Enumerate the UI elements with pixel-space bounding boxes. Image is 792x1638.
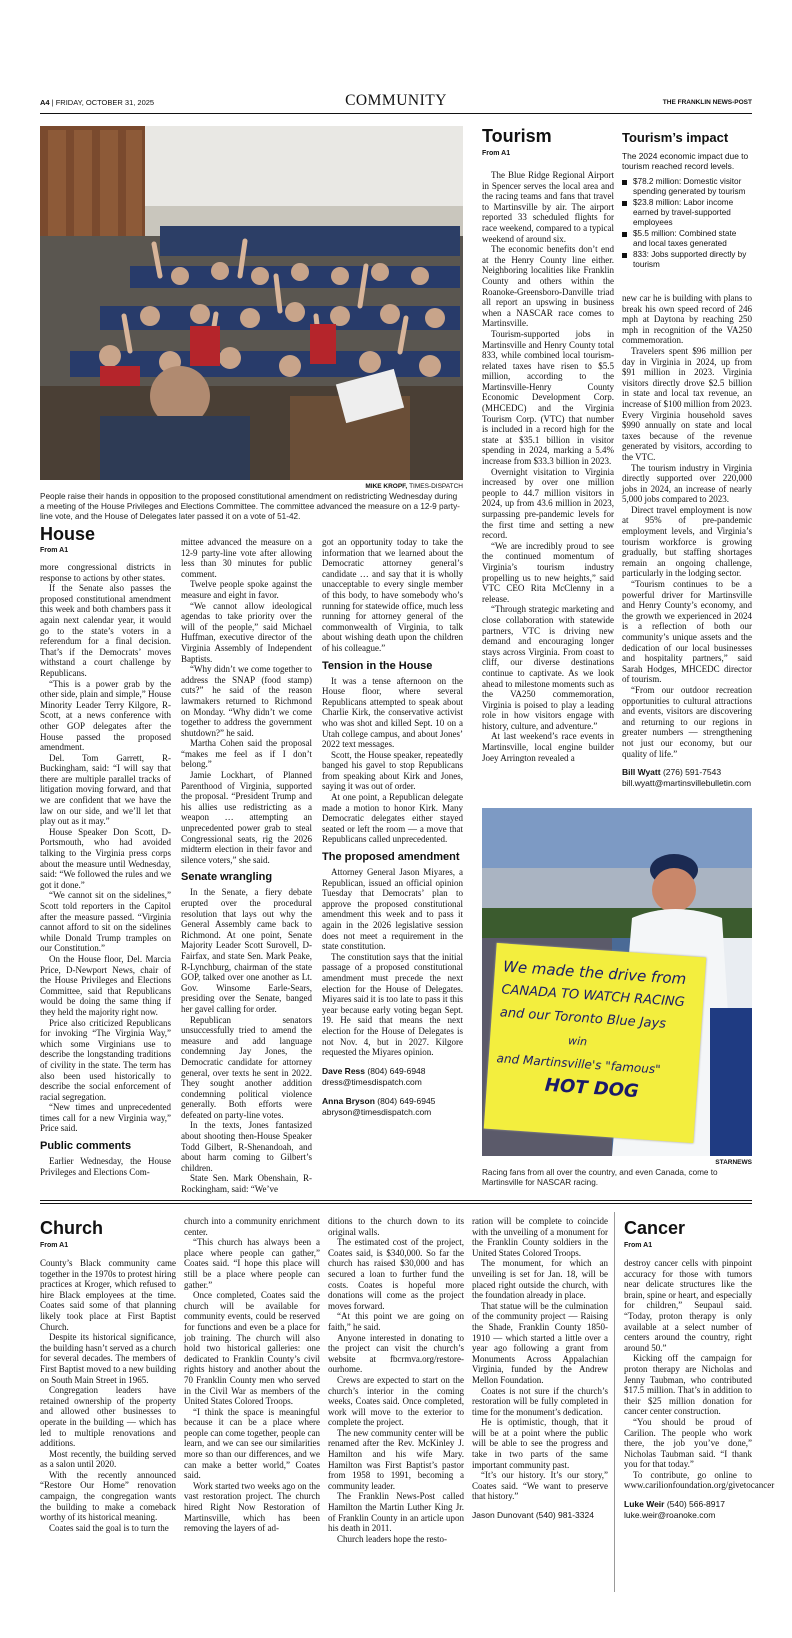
racing-fan-photo bbox=[482, 808, 752, 1156]
photo1-credit-name: MIKE KROPF, bbox=[365, 483, 408, 490]
church-paragraph: church into a community enrichment center. bbox=[184, 1216, 320, 1237]
house-paragraph: If the Senate also passes the proposed constitutional amendment this week and both chambers pass it again next calendar year, it would go to the state’s voters in a referendum for a final decision. That’s if the Democrats’ moves withstand a court challenge by Republicans. bbox=[40, 583, 171, 678]
tourism-impact-title: Tourism’s impact bbox=[622, 130, 729, 145]
tourism-impact-item: $78.2 million: Domestic visitor spending generated by tourism bbox=[622, 177, 752, 197]
house-paragraph: Twelve people spoke against the measure and eight in favor. bbox=[181, 579, 312, 600]
tourism-column-2 bbox=[622, 293, 752, 790]
author-email[interactable]: dress@timesdispatch.com bbox=[322, 1076, 422, 1087]
tourism-impact-item: $5.5 million: Combined state and local taxes generated bbox=[622, 229, 752, 249]
church-paragraph: ditions to the church down to its original walls. bbox=[328, 1216, 464, 1237]
house-paragraph: Scott, the House speaker, repeatedly banged his gavel to stop Republicans from speaking about Kirk and Jones, saying it was out of order. bbox=[322, 749, 463, 792]
author-phone: (540) 566-8917 bbox=[666, 1499, 725, 1510]
author-phone: (804) 649-6948 bbox=[367, 1065, 426, 1076]
sign-line: win bbox=[567, 1034, 588, 1049]
photo1-credit-org: TIMES-DISPATCH bbox=[409, 483, 463, 490]
house-paragraph: got an opportunity today to take the information that we learned about the Democratic attorney general’s candidate … and say that it is wholly unacceptable to every single member of this body, to have somebody who’s running for statewide office, much less running for attorney general of the commonwealth of Virginia, to talk about wishing death upon the children of his colleague.” bbox=[322, 537, 463, 653]
tourism-headline: Tourism bbox=[482, 126, 552, 146]
house-paragraph: Republican senators unsuccessfully tried to amend the measure and add language condemning Jay Jones, the Democratic candidate for attorney general, over texts he sent in 2022. They sought another addition condemning political violence generally. Both efforts were defeated on party-line votes. bbox=[181, 1014, 312, 1120]
church-paragraph: The monument, for which an unveiling is set for Jan. 18, will be placed right outside the church, with the foundation already in place. bbox=[472, 1258, 608, 1301]
house-paragraph: On the House floor, Del. Marcia Price, D-Newport News, chair of the House Privileges and Elections Committee, said that Republicans would be doing the same thing if they held the majority right now. bbox=[40, 953, 171, 1017]
page-folio: A4 | FRIDAY, OCTOBER 31, 2025 bbox=[40, 98, 155, 107]
sign-text bbox=[485, 943, 706, 1119]
sign-line: CANADA TO WATCH RACING bbox=[500, 982, 686, 1011]
church-column-2 bbox=[184, 1216, 320, 1598]
author-name: Bill Wyatt bbox=[622, 767, 661, 778]
church-column-3 bbox=[328, 1216, 464, 1598]
tourism-paragraph: “Tourism continues to be a powerful driver for Martinsville and Henry County’s economy, and the growth we experienced in 2024 is a reflection of both our community’s unique assets and the dedication of our local businesses and hospitality partners,” said Sarah Hodges, MHCEDC director of tourism. bbox=[622, 579, 752, 685]
author-name: Dave Ress bbox=[322, 1065, 366, 1076]
house-paragraph: Jamie Lockhart, of Planned Parenthood of Virginia, supported the proposal. “President Trump and his allies use redistricting as a weapon … attempting an unprecedented power grab to steal Congressional seats, rig the 2026 midterm election in their favor and silence voters,” she said. bbox=[181, 770, 312, 865]
photo2-caption: Racing fans from all over the country, and even Canada, come to Martinsville for NASCAR racing. bbox=[482, 1168, 718, 1187]
page-number: A4 bbox=[40, 98, 50, 107]
tourism-paragraph: At last weekend’s race events in Martinsville, local engine builder Joey Arrington revealed a bbox=[482, 731, 614, 763]
house-paragraph: House Speaker Don Scott, D-Portsmouth, who had avoided talking to the Virginia press corps about the measure until Wednesday, said: “We followed the rules and we got it done.” bbox=[40, 826, 171, 890]
photo1-caption: People raise their hands in opposition to the proposed constitutional amendment on redistricting Wednesday during a meeting of the House Privileges and Elections Committee. The committee advanced the measure on a 12-9 party-line vote, and the House of Delegates later passed it on a vote of 51-42. bbox=[40, 492, 460, 521]
house-paragraph: more congressional districts in response to actions by other states. bbox=[40, 562, 171, 583]
house-paragraph: The constitution says that the initial passage of a proposed constitutional amendment must precede the next election for the House of Delegates. Miyares said it is too late to pass it this year because early voting began Sept. 19. He said that means the next election for the House of Delegates is not Nov. 4, but in 2027. Kilgore requested the Miyares opinion. bbox=[322, 951, 463, 1058]
house-signature-2 bbox=[322, 1096, 463, 1118]
cancer-jump: From A1 bbox=[624, 1242, 653, 1249]
house-paragraph: State Sen. Mark Obenshain, R-Rockingham, said: “We’ve bbox=[181, 1173, 312, 1195]
house-paragraph: Earlier Wednesday, the House Privileges and Elections Com- bbox=[40, 1156, 171, 1177]
house-paragraph: “Why didn’t we come together to address the SNAP (food stamp) cuts?” he said of the reason lawmakers returned to Richmond on Monday. “Why didn’t we come together to address the government shutdown?” he said. bbox=[181, 664, 312, 738]
tourism-paragraph: “We are incredibly proud to see the continued momentum of Virginia’s tourism industry propelling us to new heights,” said VTC CEO Rita McClenny in a release. bbox=[482, 540, 614, 604]
tourism-paragraph: “From our outdoor recreation opportunities to cultural attractions and events, visitors are discovering and returning to our regions in greater numbers — strengthening not just our economy, but our quality of life.” bbox=[622, 684, 752, 759]
sign-line: and our Toronto Blue Jays bbox=[499, 1005, 667, 1032]
tourism-column-1 bbox=[482, 170, 614, 790]
house-paragraph: “This is a power grab by the other side, plain and simple,” House Minority Leader Terry Kilgore, R-Scott, at a news conference with other GOP delegates after the House passed the proposed amendment. bbox=[40, 678, 171, 753]
author-email[interactable]: luke.weir@roanoke.com bbox=[624, 1510, 716, 1521]
church-paragraph: “I think the space is meaningful because it can be a place where people can come together, people can learn, and we can see our similarities more so than our differences, and we can make a better world,” Coates said. bbox=[184, 1406, 320, 1481]
tourism-impact-item: 833: Jobs supported directly by tourism bbox=[622, 250, 752, 270]
church-paragraph: The new community center will be renamed after the Rev. McKinley J. Hamilton and his wife Mary. Hamilton was First Baptist’s pastor from 1958 to 1991, becoming a community leader. bbox=[328, 1427, 464, 1491]
tourism-paragraph: Direct travel employment is now at 95% of pre-pandemic employment levels, and Virginia’s tourism workforce is growing gradually, but staffing shortages remain an ongoing challenge, particularly in the lodging sector. bbox=[622, 504, 752, 579]
church-paragraph: Once completed, Coates said the church will be available for community events, could be reserved for functions and even be a place for job training. The church will also hold two historical galleries: one dedicated to Franklin County’s civil rights history and another about the 70 Franklin County men who served in the Civil War as members of the United States Colored Troops. bbox=[184, 1290, 320, 1407]
church-paragraph: The estimated cost of the project, Coates said, is $340,000. So far the church has raised $30,000 and has secured a loan to further fund the costs. Coates is hopeful more donations will come as the project moves forward. bbox=[328, 1237, 464, 1311]
house-paragraph: Del. Tom Garrett, R-Buckingham, said: “I will say that there are multiple parallel tracks of litigation moving forward, and that we are confident that we have the law on our side, and we’ll let that play out as it may.” bbox=[40, 752, 171, 827]
church-paragraph: County’s Black community came together in the 1970s to protest hiring practices at Kroger, which refused to hire Black employees at the time. Coates said some of that planning likely took place at First Baptist Church. bbox=[40, 1258, 176, 1332]
church-jump: From A1 bbox=[40, 1242, 69, 1249]
author-phone: (540) 981-3324 bbox=[535, 1510, 594, 1521]
house-paragraph: In the texts, Jones fantasized about shooting then-House Speaker Todd Gilbert, R-Shenandoah, and about harm coming to Gilbert’s children. bbox=[181, 1120, 312, 1173]
tourism-paragraph: The Blue Ridge Regional Airport in Spencer serves the local area and the racing teams and fans that travel to Martinsville by air. The airport reported 33 scheduled flights for race weekend, compared to a typical weekend of around six. bbox=[482, 170, 614, 244]
cancer-paragraph: destroy cancer cells with pinpoint accuracy for those with tumors near delicate structures like the brain, spine or heart, and especially for children,” Seupaul said. “Today, proton therapy is only available at a select number of centers around the country, right around 50.” bbox=[624, 1258, 752, 1353]
church-paragraph: He is optimistic, though, that it will be at a point where the public will be able to see the progress and take in two parts of the same important community past. bbox=[472, 1417, 608, 1470]
house-paragraph: “We cannot allow ideological agendas to take priority over the will of the people,” said Michael Huffman, executive director of the Virginia Assembly of Independent Baptists. bbox=[181, 600, 312, 664]
house-paragraph: “New times and unprecedented times call for a new Virginia way,” Price said. bbox=[40, 1102, 171, 1134]
tourism-paragraph: The tourism industry in Virginia directly supported over 220,000 jobs in 2024, an increase of nearly 5,000 jobs compared to 2023. bbox=[622, 462, 752, 505]
church-paragraph: Anyone interested in donating to the project can visit the church’s website at fbcrmva.org/restore-ourhome. bbox=[328, 1332, 464, 1375]
house-paragraph: Price also criticized Republicans for invoking “The Virginia Way,” which some Virginians use to describe the longstanding traditions of civility in the state. The term has also been used historically to describe the social enforcement of racial segregation. bbox=[40, 1017, 171, 1102]
author-name: Anna Bryson bbox=[322, 1095, 375, 1106]
cancer-column-1 bbox=[624, 1258, 775, 1598]
tourism-paragraph: The economic benefits don’t end at the Henry County line either. Neighboring localities like Franklin County and others within the Roanoke-Greensboro-Danville triad all report an upswing in business when a NASCAR race comes to Martinsville. bbox=[482, 244, 614, 329]
committee-meeting-illustration bbox=[40, 126, 463, 480]
tourism-impact-item: $23.8 million: Labor income earned by travel-supported employees bbox=[622, 198, 752, 228]
sign-line: We made the drive from bbox=[502, 957, 687, 989]
church-column-4 bbox=[472, 1216, 608, 1598]
house-column-1 bbox=[40, 562, 171, 1177]
photo2-credit: STARNEWS bbox=[715, 1159, 752, 1166]
church-paragraph: “It’s our history. It’s our story,” Coates said. “We want to preserve that history.” bbox=[472, 1470, 608, 1502]
church-paragraph: That statue will be the culmination of the community project — Raising the Shade, Franklin County 1850-1910 — which started a little over a year ago following a grant from Monuments Across Appalachian Virginia, funded by the Andrew Mellon Foundation. bbox=[472, 1300, 608, 1385]
house-paragraph: At one point, a Republican delegate made a motion to honor Kirk. Many Democratic delegates either stayed seated or left the room — a move that Republicans called unprecedented. bbox=[322, 792, 463, 845]
subhead-public-comments: Public comments bbox=[40, 1140, 132, 1153]
section-divider bbox=[40, 1200, 752, 1204]
sign-line: HOT DOG bbox=[544, 1074, 640, 1103]
author-name: Luke Weir bbox=[624, 1499, 665, 1510]
tourism-paragraph: new car he is building with plans to break his own speed record of 246 mph at Daytona by reaching 250 mph in recognition of the VA250 commemoration. bbox=[622, 293, 752, 346]
house-jump: From A1 bbox=[40, 547, 69, 554]
church-column-1 bbox=[40, 1258, 176, 1598]
cancer-paragraph: To contribute, go online to www.carilionfoundation.org/givetocancer bbox=[624, 1469, 775, 1491]
church-paragraph: Crews are expected to start on the church’s interior in the coming weeks, Coates said. Once completed, work will move to the exterior to complete the project. bbox=[328, 1374, 464, 1428]
subhead-proposed-amendment: The proposed amendment bbox=[322, 851, 460, 864]
tourism-paragraph: “Through strategic marketing and close collaboration with statewide partners, VTC is driving new demand and encouraging longer stays across Virginia. From coast to cliff, our diverse destinations continue to captivate. As we look ahead to milestone moments such as the VA250 commemoration, Virginia is poised to play a leading role in how visitors engage with history, culture, and adventure.” bbox=[482, 604, 614, 731]
cancer-signature bbox=[624, 1499, 752, 1521]
sign-line: and Martinsville's "famous" bbox=[496, 1051, 662, 1077]
church-paragraph: Congregation leaders have retained ownership of the property and allowed other businesses to operate in the building — which has led to multiple renovations and additions. bbox=[40, 1385, 176, 1449]
cancer-paragraph: “You should be proud of Carilion. The people who work there, the job you’ve done,” Nicholas Taubman said. “I thank you for that today.” bbox=[624, 1416, 752, 1470]
house-column-2 bbox=[181, 537, 312, 1195]
church-paragraph: Coates is not sure if the church’s restoration will be fully completed in time for the monument’s dedication. bbox=[472, 1385, 608, 1417]
tourism-impact-list bbox=[622, 177, 752, 270]
tourism-paragraph: Tourism-supported jobs in Martinsville and Henry County total 833, while combined local tourism-related taxes have risen to $5.5 million, according to the Martinsville-Henry County Economic Development Corp. (MHCEDC) and the Virginia Tourism Corp. (VTC) that number is included in a record high for the state at $35.1 billion in visitor spending in 2024, marking a 5.4% increase from $33.3 billion in 2023. bbox=[482, 328, 614, 467]
author-email[interactable]: abryson@timesdispatch.com bbox=[322, 1106, 432, 1117]
column-rule bbox=[614, 1212, 615, 1592]
author-phone: (276) 591-7543 bbox=[662, 767, 722, 778]
tourism-jump: From A1 bbox=[482, 150, 511, 157]
tourism-impact-box bbox=[622, 130, 752, 290]
cancer-paragraph: Kicking off the campaign for proton therapy are Nicholas and Jenny Taubman, who contributed $17.5 million. That’s in addition to their $25 million donation for cancer center construction. bbox=[624, 1353, 752, 1417]
house-column-3 bbox=[322, 537, 463, 1148]
house-signature-1 bbox=[322, 1066, 463, 1088]
subhead-senate-wrangling: Senate wrangling bbox=[181, 871, 273, 884]
house-paragraph: Martha Cohen said the proposal “makes me feel as if I don’t belong.” bbox=[181, 738, 312, 770]
committee-meeting-photo bbox=[40, 126, 463, 480]
page-header bbox=[40, 92, 752, 112]
church-paragraph: Work started two weeks ago on the vast restoration project. The church hired Right Now Restoration of Martinsville, which has been removing the layers of ad- bbox=[184, 1480, 320, 1534]
house-paragraph: Attorney General Jason Miyares, a Republican, issued an official opinion Tuesday that Democrats’ plan to approve the proposed constitutional amendment this week and to pass it again in the 2026 legislative session does not meet a requirement in the state constitution. bbox=[322, 867, 463, 952]
church-paragraph: ration will be complete to coincide with the unveiling of a monument for the Franklin County soldiers in the United States Colored Troops. bbox=[472, 1216, 608, 1258]
church-signature bbox=[472, 1510, 608, 1521]
church-paragraph: Coates said the goal is to turn the bbox=[49, 1522, 169, 1533]
tourism-impact-intro: The 2024 economic impact due to tourism reached record levels. bbox=[622, 151, 749, 171]
photo1-credit bbox=[40, 483, 463, 490]
paper-name: THE FRANKLIN NEWS-POST bbox=[662, 99, 752, 106]
church-paragraph: “This church has always been a place where people can gather,” Coates said. “I hope this place will still be a place where people can gather.” bbox=[184, 1237, 320, 1290]
house-paragraph: mittee advanced the measure on a 12-9 party-line vote after allowing less than 30 minutes for public comment. bbox=[181, 537, 312, 579]
house-paragraph: In the Senate, a fiery debate erupted over the procedural resolution that lays out why the General Assembly came back to Richmond. At one point, Senate Majority Leader Scott Surovell, D-Fairfax, and state Sen. Mark Peake, R-Lynchburg, chairman of the state GOP, talked over one another as Lt. Gov. Winsome Earle-Sears, presiding over the Senate, banged her gavel calling for order. bbox=[181, 887, 312, 1014]
section-name: COMMUNITY bbox=[345, 92, 447, 109]
church-paragraph: With the recently announced “Restore Our Home” renovation campaign, the congregation wants the building to make a comeback worthy of its historical meaning. bbox=[40, 1469, 176, 1523]
church-paragraph: Church leaders hope the resto- bbox=[337, 1533, 447, 1544]
cancer-headline: Cancer bbox=[624, 1218, 686, 1238]
church-paragraph: The Franklin News-Post called Hamilton the Martin Luther King Jr. of Franklin County in an article upon his death in 2011. bbox=[328, 1491, 464, 1534]
house-paragraph: “We cannot sit on the sidelines,” Scott told reporters in the Capitol after the measure passed. “Virginia cannot afford to sit on the sidelines while Donald Trump tramples on our Constitution.” bbox=[40, 890, 171, 954]
author-phone: (804) 649-6945 bbox=[377, 1095, 436, 1106]
tourism-paragraph: Overnight visitation to Virginia increased by over one million people to 44.7 million visitors in 2024, up from 43.6 million in 2023, surpassing pre-pandemic levels for the first time and setting a new record. bbox=[482, 466, 614, 541]
subhead-tension: Tension in the House bbox=[322, 659, 433, 672]
handwritten-sign bbox=[484, 943, 706, 1143]
page-date: FRIDAY, OCTOBER 31, 2025 bbox=[55, 98, 155, 107]
church-headline: Church bbox=[40, 1218, 103, 1238]
tourism-signature bbox=[622, 767, 752, 789]
house-headline: House bbox=[40, 524, 96, 544]
church-paragraph: “At this point we are going on faith,” he said. bbox=[328, 1311, 464, 1332]
house-paragraph: It was a tense afternoon on the House floor, where several Republicans attempted to speak about Charlie Kirk, the conservative activist who was shot and killed Sept. 10 on a Utah college campus, and about Jones’ 2022 text messages. bbox=[322, 675, 463, 750]
church-paragraph: Despite its historical significance, the building hasn’t served as a church for several decades. The members of First Baptist moved to a new building on South Main Street in 1965. bbox=[40, 1332, 176, 1385]
author-name: Jason Dunovant bbox=[472, 1510, 534, 1521]
header-rule bbox=[40, 113, 752, 114]
tourism-paragraph: Travelers spent $96 million per day in Virginia in 2024, up from $91 million in 2023. Virginia visitors directly drove $2.5 billion in state and local tax revenue, an increase of $100 million from 2023. Every Virginia household saves $990 annually on state and local taxes because of the revenue generated by visitors, according to the VTC. bbox=[622, 345, 752, 462]
church-paragraph: Most recently, the building served as a salon until 2020. bbox=[40, 1448, 176, 1470]
author-email[interactable]: bill.wyatt@martinsvillebulletin.com bbox=[622, 778, 752, 789]
